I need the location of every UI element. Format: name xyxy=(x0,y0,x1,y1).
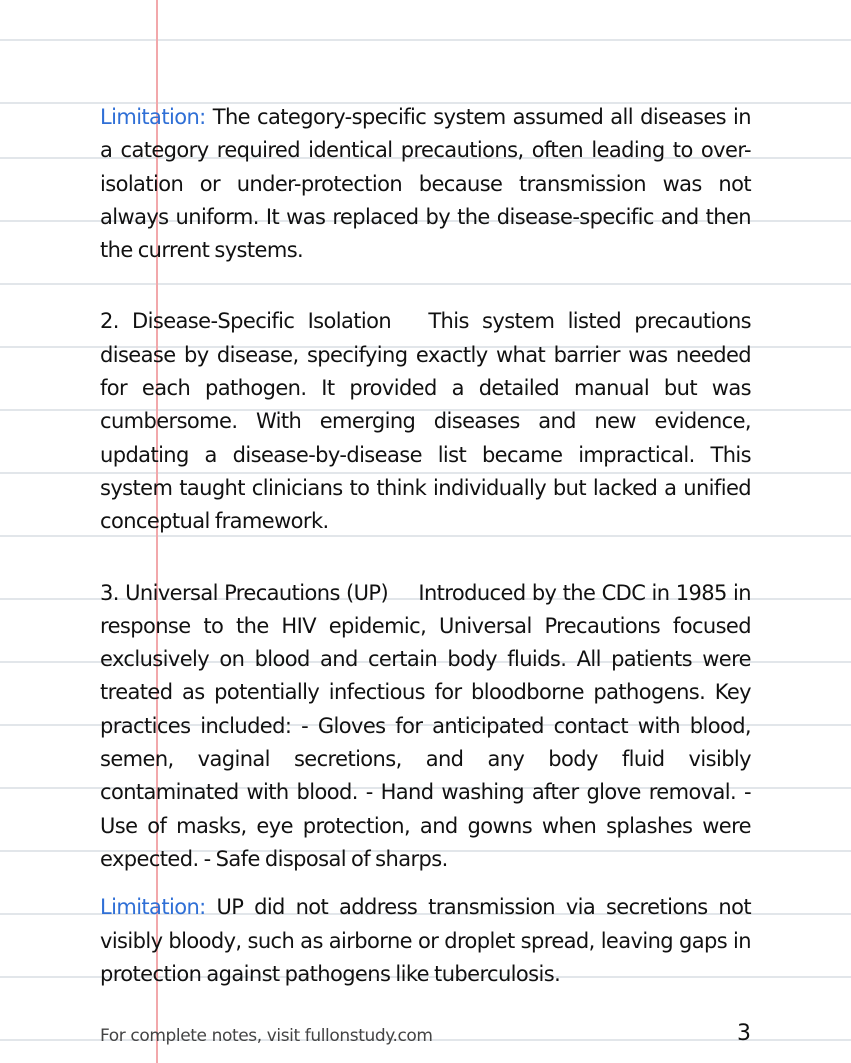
limitation-paragraph-1 xyxy=(100,101,751,267)
limitation-label: Limitation: xyxy=(100,105,206,129)
section-heading: 3. Universal Precautions (UP) xyxy=(100,580,389,605)
limitation-label: Limitation: xyxy=(100,895,206,920)
page-content xyxy=(100,101,751,991)
limitation-text: UP did not address transmission via secretions not visibly bloody, such as airborne or droplet spread, leaving gaps in protection against pathogens like tuberculosis. xyxy=(100,895,752,986)
footer-note: For complete notes, visit fullonstudy.com xyxy=(100,1026,433,1046)
universal-precautions-paragraph xyxy=(100,577,751,877)
page-number: 3 xyxy=(737,1021,751,1046)
section-text: This system listed precautions disease by disease, specifying exactly what barrier was needed for each pathogen. It provided a detailed manual but was cumbersome. With emerging diseases and new evidence, updating a disease-by-disease list became impractical. This system taught clinicians to think individually but lacked a unified conceptual framework. xyxy=(100,309,751,534)
limitation-paragraph-2 xyxy=(100,891,751,991)
section-heading: 2. Disease-Specific Isolation xyxy=(100,309,392,334)
disease-specific-paragraph xyxy=(100,305,751,538)
limitation-text: The category-specific system assumed all diseases in a category required identical precautions, often leading to over-isolation or under-protection because transmission was not always uniform. It was replaced by the disease-specific and then the current systems. xyxy=(100,105,751,263)
section-text: Introduced by the CDC in 1985 in response to the HIV epidemic, Universal Precautions focused exclusively on blood and certain body fluids. All patients were treated as potentially infectious for bloodborne pathogens. Key practices included: - Gloves for anticipated contact with blood, semen, vaginal secretions, and any body fluid visibly contaminated with blood. - Hand washing after glove removal. - Use of masks, eye protection, and gowns when splashes were expected. - Safe disposal of sharps. xyxy=(100,580,751,871)
